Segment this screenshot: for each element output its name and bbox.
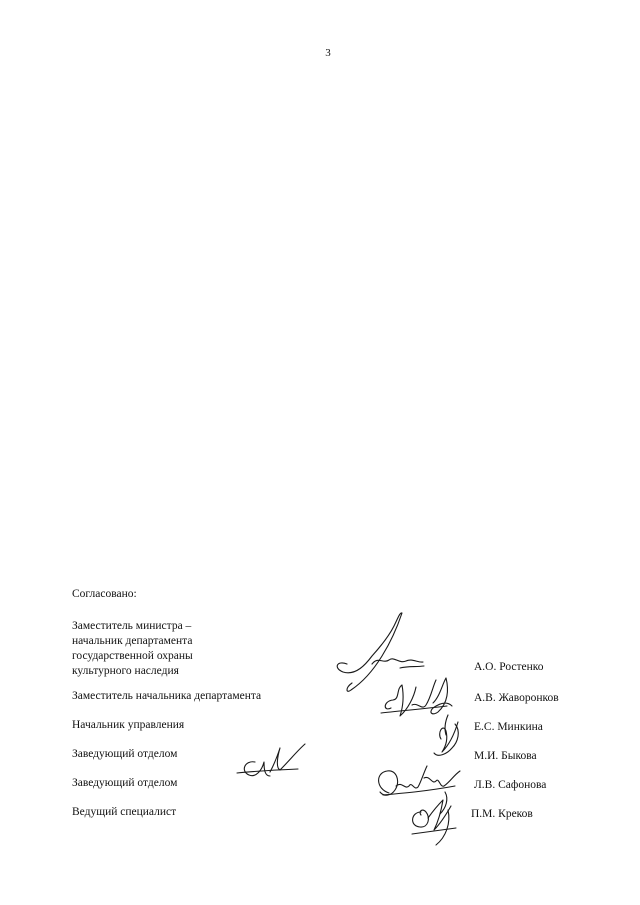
signature-safonova <box>379 766 460 814</box>
signer-title-line: начальник департамента <box>72 635 193 647</box>
page-number: 3 <box>325 47 331 59</box>
signer-title-line: культурного наследия <box>72 665 179 677</box>
signer-name-zhavoronkov: А.В. Жаворонков <box>474 692 559 704</box>
signer-name-rostenko: А.О. Ростенко <box>474 661 544 673</box>
signer-name-safonova: Л.В. Сафонова <box>474 779 547 791</box>
signature-zhavoronkov <box>381 678 452 716</box>
signer-title-deputy-minister <box>72 619 193 679</box>
signature-minkina <box>434 715 458 755</box>
approval-heading: Согласовано: <box>72 588 137 600</box>
signature-rostenko <box>337 613 424 691</box>
signature-bykova <box>237 744 305 776</box>
signer-name-krekov: П.М. Креков <box>471 808 533 820</box>
signature-krekov <box>412 800 456 845</box>
signer-title-head-of-division: Начальник управления <box>72 719 185 731</box>
signer-name-minkina: Е.С. Минкина <box>474 721 543 733</box>
signer-name-bykova: М.И. Быкова <box>474 750 537 762</box>
signer-title-line: государственной охраны <box>72 650 193 662</box>
signer-title-head-of-department-1: Заведующий отделом <box>72 748 178 760</box>
signer-title-line: Заместитель министра – <box>72 620 192 632</box>
signer-title-deputy-head: Заместитель начальника департамента <box>72 690 262 702</box>
signer-title-head-of-department-2: Заведующий отделом <box>72 777 178 789</box>
signer-title-leading-specialist: Ведущий специалист <box>72 806 177 818</box>
